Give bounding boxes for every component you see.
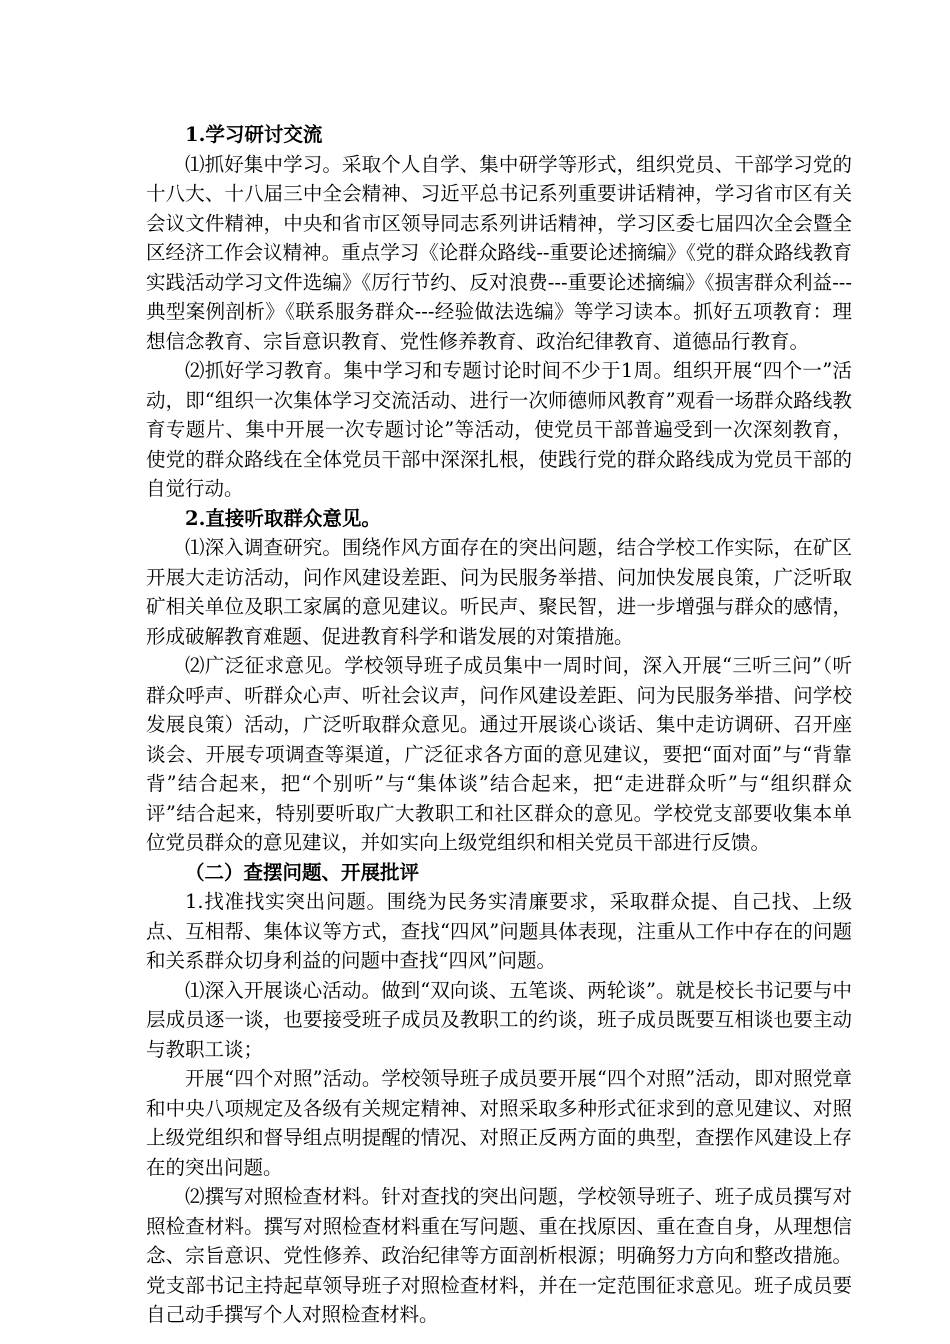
section-heading-listen: 2.直接听取群众意见。 (185, 506, 381, 530)
section-heading-problems: （二）查摆问题、开展批评 (185, 860, 420, 884)
paragraph-four-comparisons: 开展“四个对照”活动。学校领导班子成员要开展“四个对照”活动，即对照党章和中央八项规定及各级有关规定精神、对照采取多种形式征求到的意见建议、对照上级党组织和督导组点明提醒的情况、对照正反两方面的典型，查摆作风建设上存在的突出问题。 (146, 1067, 852, 1179)
paragraph-identify-problems: 1.找准找实突出问题。围绕为民务实清廉要求，采取群众提、自己找、上级点、互相帮、集体议等方式，查找“四风”问题具体表现，注重从工作中存在的问题和关系群众切身利益的问题中查找“四风”问题。 (146, 890, 852, 972)
paragraph-focused-study: ⑴抓好集中学习。采取个人自学、集中研学等形式，组织党员、干部学习党的十八大、十八届三中全会精神、习近平总书记系列重要讲话精神，学习省市区有关会议文件精神，中央和省市区领导同志系列讲话精神，学习区委七届四次全会暨全区经济工作会议精神。重点学习《论群众路线--重要论述摘编》《党的群众路线教育实践活动学习文件选编》《厉行节约、反对浪费---重要论述摘编》《损害群众利益---典型案例剖析》《联系服务群众---经验做法选编》等学习读本。抓好五项教育：理想信念教育、宗旨意识教育、党性修养教育、政治纪律教育、道德品行教育。 (146, 152, 852, 353)
document-body (146, 120, 852, 1330)
paragraph-heart-to-heart: ⑴深入开展谈心活动。做到“双向谈、五笔谈、两轮谈”。就是校长书记要与中层成员逐一谈，也要接受班子成员及教职工的约谈，班子成员既要互相谈也要主动与教职工谈； (146, 978, 852, 1061)
paragraph-investigation: ⑴深入调查研究。围绕作风方面存在的突出问题，结合学校工作实际，在矿区开展大走访活动，问作风建设差距、问为民服务举措、问加快发展良策，广泛听取矿相关单位及职工家属的意见建议。听民声、聚民智，进一步增强与群众的感情，形成破解教育难题、促进教育科学和谐发展的对策措施。 (146, 536, 852, 648)
paragraph-solicit-opinions: ⑵广泛征求意见。学校领导班子成员集中一周时间，深入开展“三听三问”（听群众呼声、听群众心声、听社会议声，问作风建设差距、问为民服务举措、问学校发展良策）活动，广泛听取群众意见。通过开展谈心谈话、集中走访调研、召开座谈会、开展专项调查等渠道，广泛征求各方面的意见建议，要把“面对面”与“背靠背”结合起来，把“个别听”与“集体谈”结合起来，把“走进群众听”与“组织群众评”结合起来，特别要听取广大教职工和社区群众的意见。学校党支部要收集本单位党员群众的意见建议，并如实向上级党组织和相关党员干部进行反馈。 (146, 654, 852, 854)
paragraph-self-review-materials: ⑵撰写对照检查材料。针对查找的突出问题，学校领导班子、班子成员撰写对照检查材料。撰写对照检查材料重在写问题、重在找原因、重在查自身，从理想信念、宗旨意识、党性修养、政治纪律等方面剖析根源；明确努力方向和整改措施。党支部书记主持起草领导班子对照检查材料，并在一定范围征求意见。班子成员要自己动手撰写个人对照检查材料。 (146, 1185, 852, 1326)
paragraph-study-education: ⑵抓好学习教育。集中学习和专题讨论时间不少于1周。组织开展“四个一”活动，即“组织一次集体学习交流活动、进行一次师德师风教育”观看一场群众路线教育专题片、集中开展一次专题讨论”等活动，使党员干部普遍受到一次深刻教育，使党的群众路线在全体党员干部中深深扎根，使践行党的群众路线成为党员干部的自觉行动。 (146, 359, 852, 500)
section-heading-study: 1.学习研讨交流 (185, 123, 323, 146)
